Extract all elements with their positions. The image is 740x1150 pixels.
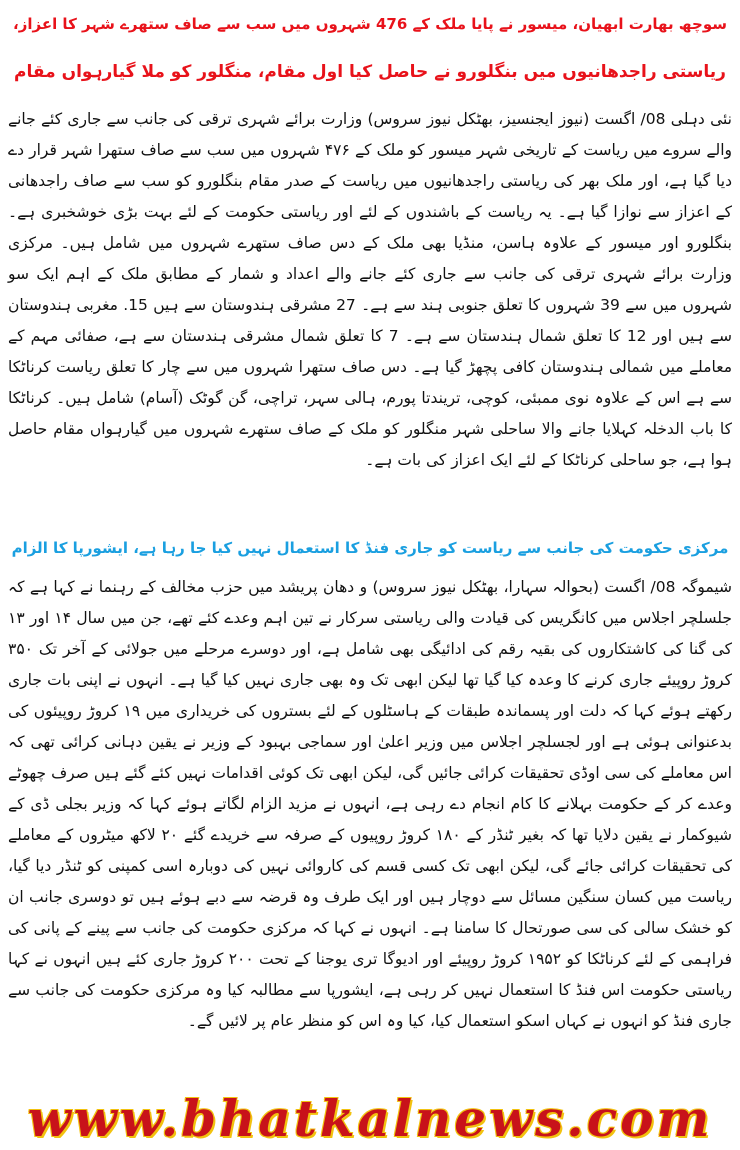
- headline-line-2: ریاستی راجدھانیوں میں بنگلورو نے حاصل کیا اول مقام، منگلور کو ملا گیارہواں مقام: [14, 62, 726, 82]
- article-2-paragraph: شیموگہ 08/ اگست (بحوالہ سہارا، بھٹکل نیوز سروس) و دھان پریشد میں حزب مخالف کے رہنما نے کہا ہے کہ جلسلچر اجلاس میں کانگریس کی قیادت والی ریاستی سرکار نے تین اہم وعدے کئے تھے، جن میں سال ۱۴ اور ۱۳ کی گنا کی کاشتکاروں کی بقیہ رقم کی ادائیگی بھی شامل ہے، اور دوسرے مرحلے میں جولائی کے آخر تک ۳۵۰ کروڑ روپیئے جاری کرنے کا وعدہ کیا گیا تھا لیکن ابھی تک وہ بھی جاری نہیں کیا گیا ہے۔ انہوں نے اپنی بات جاری رکھتے ہوئے کہا کہ دلت اور پسماندہ طبقات کے ہاسٹلوں کے لئے بستروں کی خریداری میں ۱۹ کروڑ روپیئوں کی بدعنوانی ہوئی ہے اور لجسلچر اجلاس میں وزیر اعلیٰ اور سماجی بہبود کے وزیر نے یقین دہانی کرائی تھی کہ اس معاملے کی سی اوڈی تحقیقات کرائی جائیں گی، لیکن ابھی تک کوئی اقدامات نہیں کئے گئے ہیں صرف چھوٹے وعدے کر کے حکومت بہلانے کا کام انجام دے رہی ہے، انہوں نے مزید الزام لگاتے ہوئے کہا کہ وزیر بجلی ڈی کے شیوکمار نے یقین دلایا تھا کہ بغیر ٹنڈر کے ۱۸۰ کروڑ روپیوں کے صرفہ سے خریدے گئے ۲۰ لاکھ میٹروں کے معاملے کی تحقیقات کرائی جائے گی، لیکن ابھی تک کسی قسم کی کاروائی نہیں کی دوبارہ اسی کمپنی کو ٹنڈر دیا گیا، ریاست میں کسان سنگین مسائل سے دوچار ہیں اور ایک طرف وہ قرضہ سے دبے ہوئے ہیں تو دوسری جانب ان کو خشک سالی کی سی صورتحال کا سامنا ہے۔ انہوں نے کہا کہ مرکزی حکومت کی جانب سے پینے کے پانی کی فراہمی کے لئے کرناٹکا کو ۱۹۵۲ کروڑ روپیئے اور ادیوگا تری یوجنا کے تحت ۲۰۰ کروڑ جاری کئے ہیں انہوں نے کہا ریاستی حکومت اس فنڈ کا استعمال نہیں کر رہی ہے، ایشورپا سے مطالبہ کیا وہ مرکزی حکومت کی جانب سے جاری فنڈ کو انہوں نے کہاں اسکو استعمال کیا، کیا وہ اس کو منظر عام پر لائیں گے۔: [8, 578, 732, 1030]
- subheadline: مرکزی حکومت کی جانب سے ریاست کو جاری فنڈ کا استعمال نہیں کیا جا رہا ہے، ایشورپا کا الزام: [11, 539, 729, 557]
- headline-line-1: سوچھ بھارت ابھیان، میسور نے پایا ملک کے 476 شہروں میں سب سے صاف ستھرے شہر کا اعزاز،: [13, 15, 727, 33]
- article-1-body: [8, 104, 732, 514]
- article-1-paragraph: نئی دہلی 08/ اگست (نیوز ایجنسیز، بھٹکل نیوز سروس) وزارت برائے شہری ترقی کی جانب سے جاری کئے جانے والے سروے میں ریاست کے تاریخی شہر میسور کو ملک کے ۴۷۶ شہروں میں سب سے صاف ستھرا شہر قرار دے دیا گیا ہے، اور ملک بھر کی ریاستی راجدھانیوں میں ریاست کے صدر مقام بنگلورو کو سب سے صاف راجدھانی کے اعزاز سے نوازا گیا ہے۔ یہ ریاست کے باشندوں کے لئے اور ریاستی حکومت کے لئے بہت بڑی خوشخبری ہے۔ بنگلورو اور میسور کے علاوہ ہاسن، منڈیا بھی ملک کے دس صاف ستھرے شہروں میں شامل ہیں۔ مرکزی وزارت برائے شہری ترقی کی جانب سے جاری کئے جانے والے اعداد و شمار کے مطابق ملک کے اہم ایک سو شہروں میں سے 39 شہروں کا تعلق جنوبی ہند سے ہے۔ 27 مشرقی ہندوستان سے ہیں 15. مغربی ہندوستان سے ہیں اور 12 کا تعلق شمال ہندستان سے ہے۔ 7 کا تعلق شمال مشرقی ہندستان سے ہے، صفائی مہم کے معاملے میں شمالی ہندوستان کافی پچھڑ گیا ہے۔ دس صاف ستھرا شہروں میں سے چار کا تعلق ریاست کرناٹکا سے ہے اس کے علاوہ نوی ممبئی، کوچی، تریندتا پورم، ہالی سہر، تراچی، گن گوٹک (آسام) شامل ہیں۔ کرناٹکا کا باب الدخلہ کہلایا جانے والا ساحلی شہر منگلور کو ملک کے صاف ستھرے شہروں میں گیارہواں مقام حاصل ہوا ہے، جو ساحلی کرناٹکا کے لئے ایک اعزاز کی بات ہے۔: [8, 110, 733, 469]
- article-2-body: [8, 572, 732, 1092]
- site-url-footer[interactable]: www.bhatkalnews.com: [27, 1089, 713, 1148]
